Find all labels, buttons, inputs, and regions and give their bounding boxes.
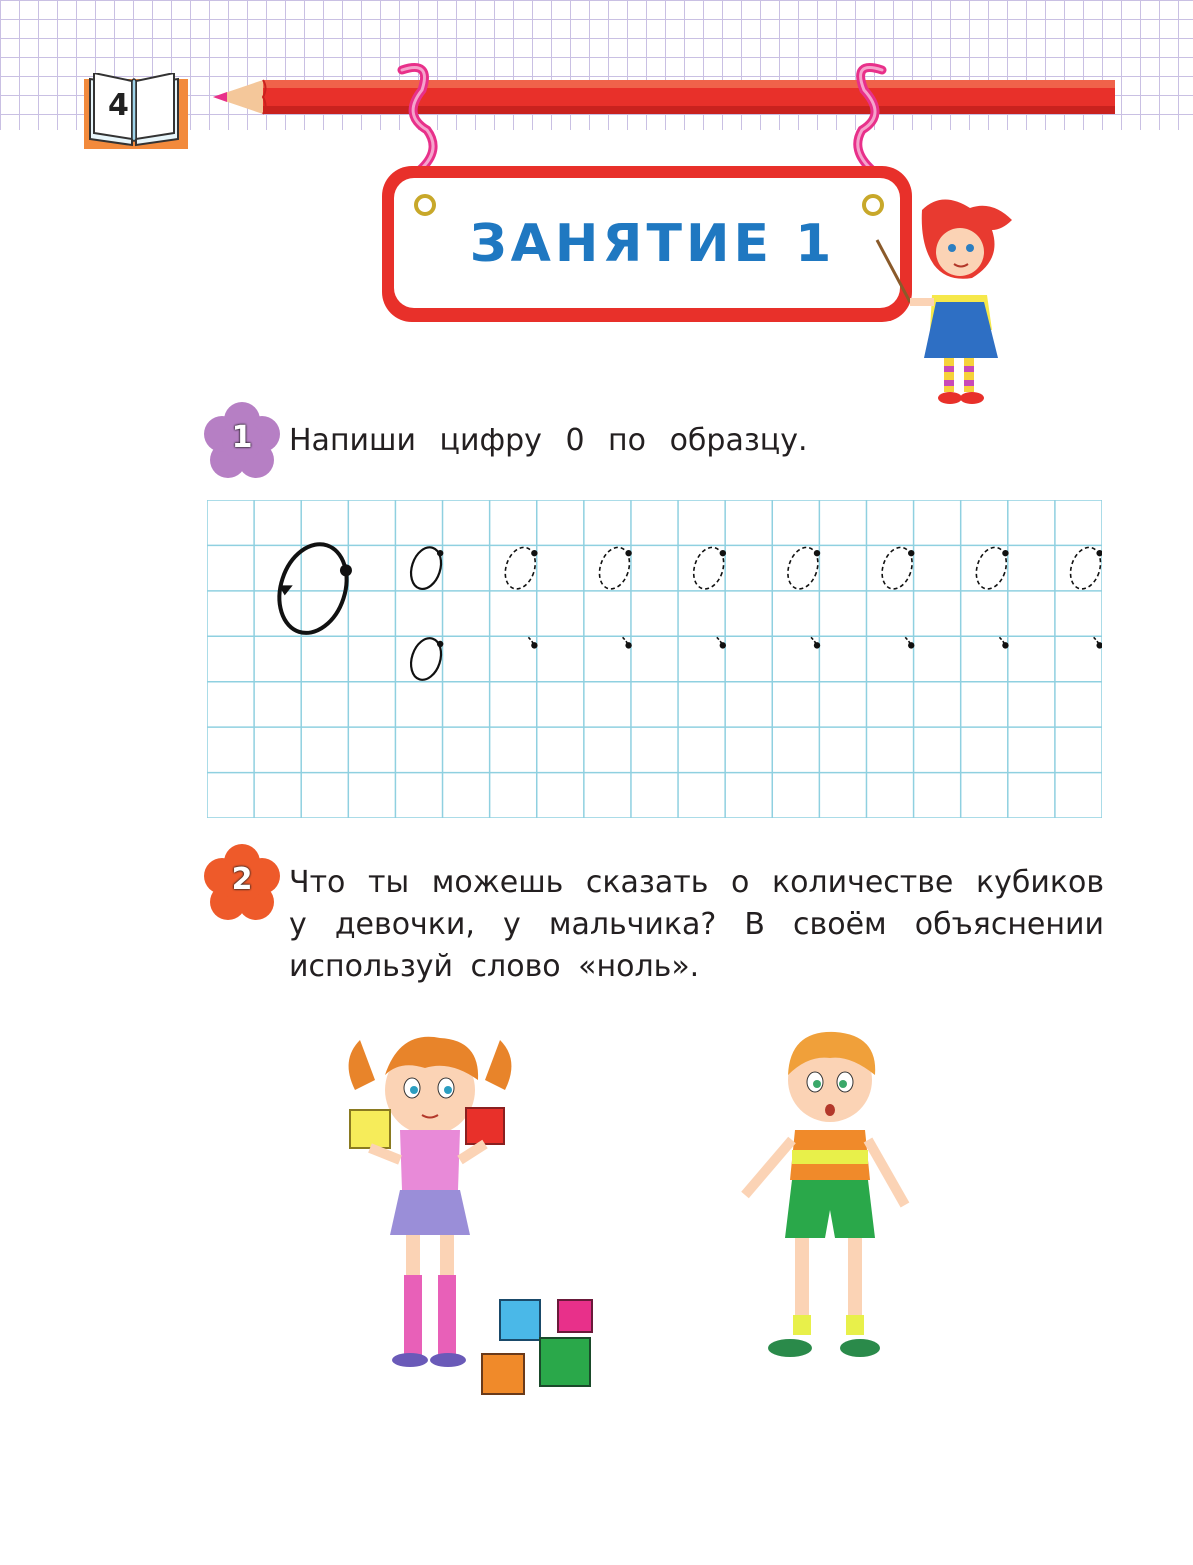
start-dot [625, 550, 631, 556]
boy-illustration [745, 1032, 905, 1357]
lesson-title: ЗАНЯТИЕ 1 [469, 214, 836, 274]
start-dot [814, 550, 820, 556]
start-dot [625, 642, 631, 648]
page-number: 4 [108, 88, 129, 123]
start-dot [1096, 642, 1102, 648]
start-dot [531, 550, 537, 556]
title-sign [372, 60, 932, 330]
dashed-zero [1065, 543, 1102, 592]
start-dot [1096, 550, 1102, 556]
task-number: 2 [231, 862, 253, 897]
start-dot [437, 641, 443, 647]
start-dot [1002, 642, 1008, 648]
open-book-icon [82, 73, 188, 149]
copybook-grid [207, 500, 1102, 818]
cubes-on-floor-illustration [482, 1300, 592, 1394]
start-dot [720, 550, 726, 556]
start-dot [814, 642, 820, 648]
teacher-girl-illustration [872, 190, 1022, 410]
girl-illustration [349, 1037, 512, 1367]
start-dot [720, 642, 726, 648]
start-dot [437, 550, 443, 556]
kids-with-cubes-illustration [330, 1020, 930, 1420]
task-question: Что ты можешь сказать о количестве кубиков у девочки, у мальчика? В своём объяснении используй слово «ноль». [289, 865, 1104, 984]
task-instruction: Напиши цифру 0 по образцу. [289, 423, 808, 458]
start-dot [1002, 550, 1008, 556]
task-number: 1 [231, 420, 253, 455]
start-dot [908, 550, 914, 556]
start-dot [531, 642, 537, 648]
start-dot [340, 564, 352, 576]
start-dot [908, 642, 914, 648]
